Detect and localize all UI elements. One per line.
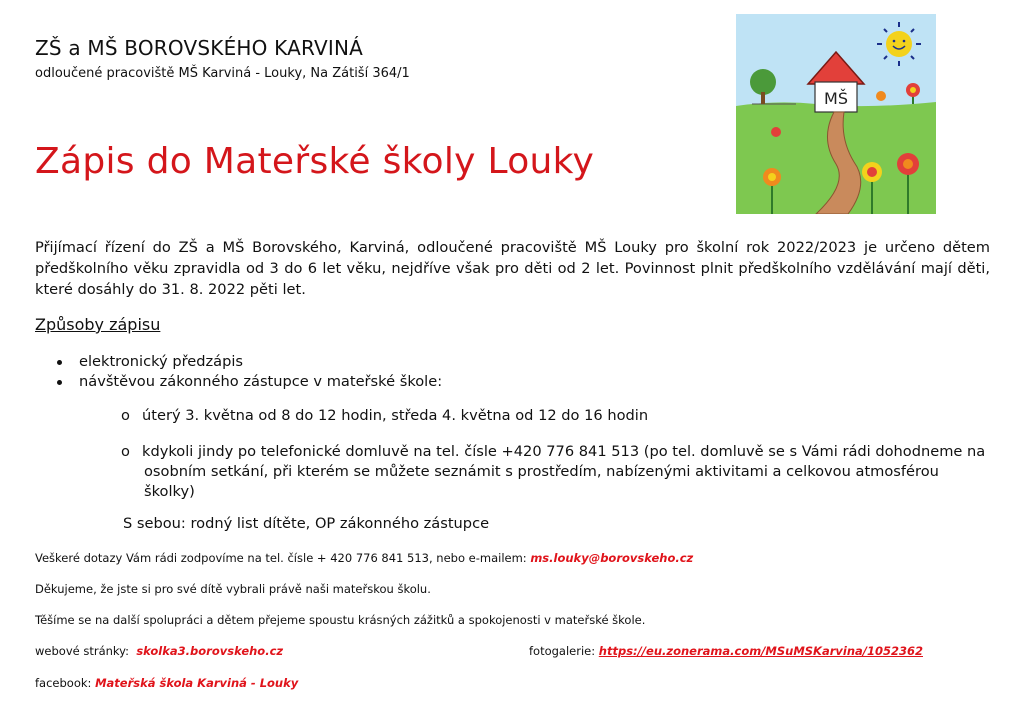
website-label: webové stránky: bbox=[35, 644, 130, 658]
circle-bullet: o bbox=[121, 407, 130, 424]
website-link[interactable]: skolka3.borovskeho.cz bbox=[136, 644, 284, 658]
sub-item-text: školky) bbox=[144, 483, 195, 500]
wishes-line: Těšíme se na další spolupráci a dětem přejeme spoustu krásných zážitků a spokojenosti v mateřské škole. bbox=[35, 613, 646, 627]
list-item: návštěvou zákonného zástupce v mateřské škole: bbox=[57, 372, 442, 392]
sub-item bbox=[121, 406, 648, 426]
sub-item bbox=[121, 442, 986, 502]
kindergarten-drawing-logo bbox=[736, 14, 936, 214]
school-name: ZŠ a MŠ BOROVSKÉHO KARVINÁ bbox=[35, 36, 364, 60]
school-branch: odloučené pracoviště MŠ Karviná - Louky, Na Zátiší 364/1 bbox=[35, 66, 410, 81]
website-line bbox=[35, 644, 283, 658]
thanks-line: Děkujeme, že jste si pro své dítě vybrali právě naši mateřskou školu. bbox=[35, 582, 431, 596]
circle-bullet: o bbox=[121, 443, 130, 460]
gallery-line bbox=[529, 644, 923, 658]
facebook-line bbox=[35, 676, 298, 690]
gallery-label: fotogalerie: bbox=[529, 644, 596, 658]
logo-sun bbox=[886, 31, 912, 57]
sub-item-text: osobním setkání, při kterém se můžete seznámit s prostředím, nabízenými aktivitami a celkovou atmosférou bbox=[144, 463, 939, 480]
facebook-label: facebook: bbox=[35, 676, 92, 690]
intro-paragraph: Přijímací řízení do ZŠ a MŠ Borovského, Karviná, odloučené pracoviště MŠ Louky pro školní rok 2022/2023 je určeno dětem předškolního věku zpravidla od 3 do 6 let věku, nejdříve však pro děti od 2 let. Povinnost plnit předškolního vzdělávání mají děti, které dosáhly do 31. 8. 2022 pěti let. bbox=[35, 239, 990, 298]
contact-text: Veškeré dotazy Vám rádi zodpovíme na tel. čísle + 420 776 841 513, nebo e-mailem: bbox=[35, 551, 527, 565]
section-heading: Způsoby zápisu bbox=[35, 315, 161, 334]
facebook-link[interactable]: Mateřská škola Karviná - Louky bbox=[95, 676, 299, 690]
bring-with-you: S sebou: rodný list dítěte, OP zákonného zástupce bbox=[123, 515, 490, 532]
sub-item-text: úterý 3. května od 8 do 12 hodin, středa 4. května od 12 do 16 hodin bbox=[142, 407, 649, 424]
sub-item-text: kdykoli jindy po telefonické domluvě na tel. čísle +420 776 841 513 (po tel. domluvě se s Vámi rádi dohodneme na bbox=[142, 443, 986, 460]
gallery-link[interactable]: https://eu.zonerama.com/MSuMSKarvina/1052362 bbox=[598, 644, 923, 658]
page-title: Zápis do Mateřské školy Louky bbox=[35, 141, 595, 182]
logo-sign: MŠ bbox=[824, 89, 848, 108]
list-item: elektronický předzápis bbox=[57, 352, 442, 372]
logo-tree bbox=[750, 69, 776, 95]
contact-line bbox=[35, 551, 693, 565]
email-link[interactable]: ms.louky@borovskeho.cz bbox=[530, 551, 694, 565]
methods-list bbox=[57, 352, 442, 392]
